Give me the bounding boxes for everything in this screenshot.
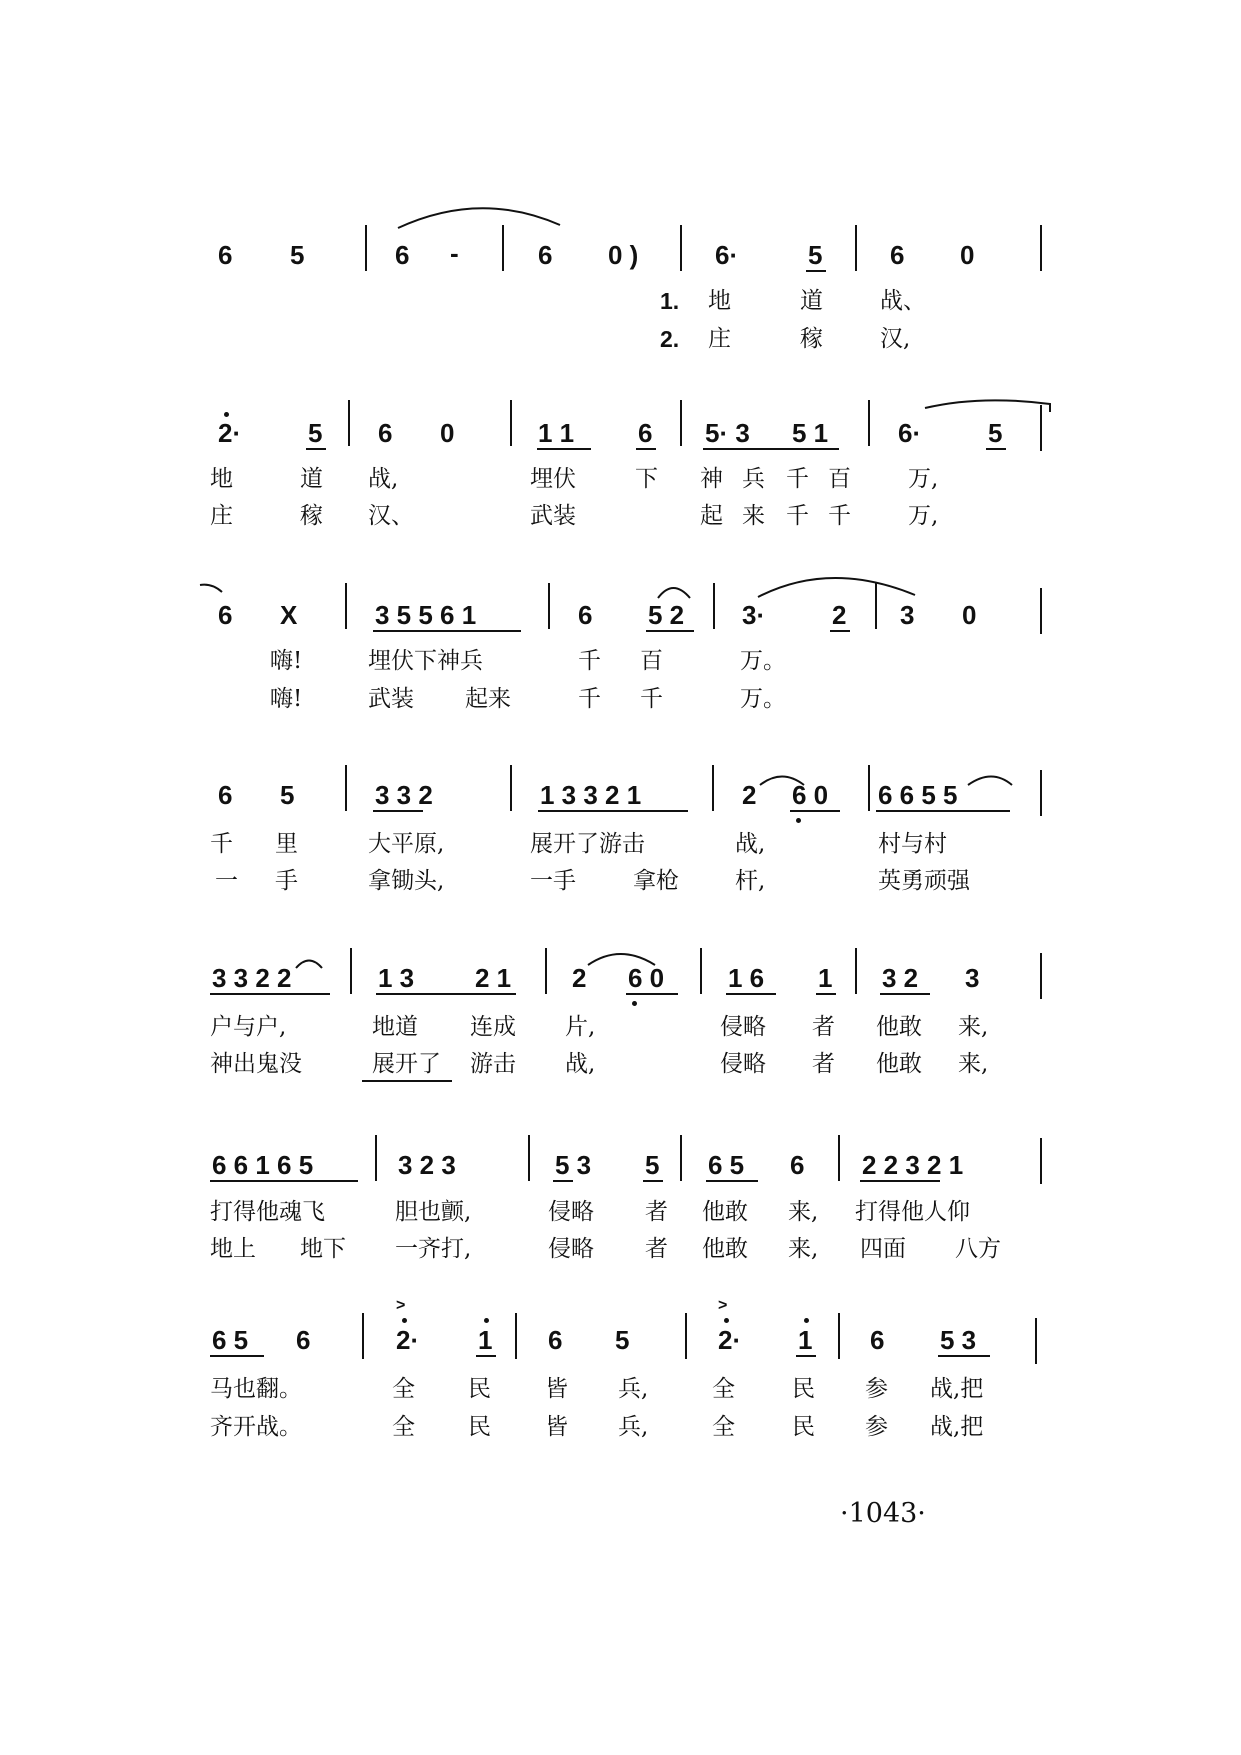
- note: 5· 3: [705, 418, 750, 448]
- lyric: 一: [215, 868, 238, 894]
- octave-dot: [632, 1001, 637, 1006]
- lyric: 侵略: [548, 1236, 594, 1262]
- note: X: [280, 600, 298, 630]
- underline: [210, 993, 330, 995]
- underline: [210, 1180, 358, 1182]
- lyric: 起来: [465, 686, 511, 712]
- lyric: 民: [468, 1414, 491, 1440]
- note: 3 5 5 6 1: [375, 600, 477, 630]
- note: 6: [218, 780, 233, 810]
- lyric: 战,: [735, 831, 766, 857]
- note: 2 2 3 2 1: [862, 1150, 964, 1180]
- lyric: 下: [635, 466, 658, 492]
- note: 3·: [742, 600, 766, 630]
- lyric: 侵略: [720, 1014, 766, 1040]
- lyric: 他敢: [702, 1236, 748, 1262]
- barline: [712, 765, 714, 811]
- note: 6·: [898, 418, 922, 448]
- octave-dot: [724, 1318, 729, 1323]
- barline: [1040, 588, 1042, 634]
- lyric: 齐开战。: [210, 1414, 302, 1440]
- underline: [376, 993, 516, 995]
- octave-dot: [796, 818, 801, 823]
- note: 1: [478, 1325, 493, 1355]
- lyric: 皆: [545, 1376, 568, 1402]
- lyric: 大平原,: [368, 831, 445, 857]
- lyric: 参: [865, 1376, 888, 1402]
- octave-dot: [224, 412, 229, 417]
- lyric: 战,把: [930, 1376, 984, 1402]
- note: 6: [218, 600, 233, 630]
- barline: [838, 1313, 840, 1359]
- lyric: 侵略: [720, 1051, 766, 1077]
- barline: [348, 400, 350, 446]
- barline: [1040, 770, 1042, 816]
- note: 0: [962, 600, 977, 630]
- barline: [855, 948, 857, 994]
- barline: [680, 225, 682, 271]
- lyric: 村与村: [878, 831, 947, 857]
- lyric: 地: [708, 288, 731, 314]
- lyric: 者: [812, 1051, 835, 1077]
- lyric: 千: [786, 503, 809, 529]
- note: 5: [808, 240, 823, 270]
- lyric: 全: [392, 1414, 415, 1440]
- lyric: 兵: [742, 466, 765, 492]
- note: 6 5: [212, 1325, 249, 1355]
- barline: [685, 1313, 687, 1359]
- lyric: 展开了游击: [530, 831, 645, 857]
- lyric: 马也翻。: [210, 1376, 302, 1402]
- lyric: 全: [392, 1376, 415, 1402]
- octave-dot: [402, 1318, 407, 1323]
- underline: [636, 448, 656, 450]
- lyric: 千: [640, 686, 663, 712]
- barline: [345, 765, 347, 811]
- note: 6: [870, 1325, 885, 1355]
- barline: [362, 1313, 364, 1359]
- lyric: 兵,: [618, 1376, 649, 1402]
- octave-dot: [804, 1318, 809, 1323]
- lyric: 千: [786, 466, 809, 492]
- note: 6: [296, 1325, 311, 1355]
- lyric: 展开了: [372, 1051, 441, 1077]
- note: 2: [572, 963, 587, 993]
- note: 2 1: [475, 963, 512, 993]
- note: 3: [965, 963, 980, 993]
- lyric: 道: [800, 288, 823, 314]
- note: 2·: [718, 1325, 742, 1355]
- lyric: 2.: [660, 326, 680, 352]
- barline: [365, 225, 367, 271]
- underline: [373, 810, 423, 812]
- note: 6: [790, 1150, 805, 1180]
- lyric: 道: [300, 466, 323, 492]
- lyric: 游击: [470, 1051, 516, 1077]
- note: 1 6: [728, 963, 765, 993]
- underline: [938, 1355, 990, 1357]
- underline: [876, 810, 1010, 812]
- barline: [528, 1135, 530, 1181]
- lyric: 庄: [708, 326, 731, 352]
- note: 2: [832, 600, 847, 630]
- barline: [350, 948, 352, 994]
- note: 6: [218, 240, 233, 270]
- lyric: 侵略: [548, 1199, 594, 1225]
- lyric: 参: [865, 1414, 888, 1440]
- note: 6: [578, 600, 593, 630]
- note: 5 3: [940, 1325, 977, 1355]
- barline: [515, 1313, 517, 1359]
- barline: [510, 400, 512, 446]
- underline: [703, 448, 839, 450]
- lyric: 战,: [565, 1051, 596, 1077]
- accent-mark: >: [718, 1297, 728, 1314]
- barline: [345, 583, 347, 629]
- note: 6 6 5 5: [878, 780, 958, 810]
- note: 3 2 3: [398, 1150, 456, 1180]
- note: 5: [645, 1150, 660, 1180]
- lyric: 连成: [470, 1014, 516, 1040]
- lyric: 地道: [372, 1014, 418, 1040]
- underline: [796, 1355, 816, 1357]
- underline: [816, 993, 836, 995]
- lyric: 百: [828, 466, 851, 492]
- lyric: 者: [812, 1014, 835, 1040]
- lyric: 战、: [880, 288, 926, 314]
- underline: [306, 448, 326, 450]
- barline: [680, 400, 682, 446]
- lyric: 万,: [908, 466, 939, 492]
- lyric: 来,: [958, 1014, 989, 1040]
- lyric: 杆,: [735, 868, 766, 894]
- barline: [700, 948, 702, 994]
- note: 0: [960, 240, 975, 270]
- lyric: 民: [792, 1414, 815, 1440]
- lyric: 打得他人仰: [855, 1199, 970, 1225]
- note: 6: [890, 240, 905, 270]
- lyric: 英勇顽强: [878, 868, 970, 894]
- barline: [713, 583, 715, 629]
- barline: [545, 948, 547, 994]
- underline: [553, 1180, 573, 1182]
- lyric: 拿锄头,: [368, 868, 445, 894]
- lyric: 稼: [800, 326, 823, 352]
- lyric: 千: [578, 686, 601, 712]
- lyric: 埋伏: [530, 466, 576, 492]
- lyric: 武装: [368, 686, 414, 712]
- note: 5 3: [555, 1150, 592, 1180]
- lyric: 来: [742, 503, 765, 529]
- note: 5: [308, 418, 323, 448]
- note: 6: [538, 240, 553, 270]
- lyric: 来,: [788, 1236, 819, 1262]
- barline: [868, 400, 870, 446]
- note: 3 3 2: [375, 780, 433, 810]
- note: 5: [290, 240, 305, 270]
- lyric: 千: [210, 831, 233, 857]
- note: 6: [548, 1325, 563, 1355]
- note: 1 3 3 2 1: [540, 780, 642, 810]
- underline: [538, 810, 688, 812]
- barline: [375, 1135, 377, 1181]
- lyric: 庄: [210, 503, 233, 529]
- lyric: 一齐打,: [395, 1236, 472, 1262]
- lyric: 全: [712, 1376, 735, 1402]
- barline: [1040, 225, 1042, 271]
- note: 6 6 1 6 5: [212, 1150, 314, 1180]
- lyric: 一手: [530, 868, 576, 894]
- lyric: 万。: [740, 648, 786, 674]
- note: 3 3 2 2: [212, 963, 292, 993]
- note: 2·: [396, 1325, 420, 1355]
- underline: [790, 810, 840, 812]
- underline: [706, 1180, 758, 1182]
- lyric: 四面: [860, 1236, 906, 1262]
- lyric: 他敢: [702, 1199, 748, 1225]
- lyric: 片,: [565, 1014, 596, 1040]
- underline: [880, 993, 930, 995]
- page-number: ·1043·: [840, 1498, 926, 1529]
- note: 5: [988, 418, 1003, 448]
- note: 6·: [715, 240, 739, 270]
- note: 3 2: [882, 963, 919, 993]
- lyric: 汉、: [368, 503, 414, 529]
- lyric: 手: [275, 868, 298, 894]
- lyric: 万,: [908, 503, 939, 529]
- lyric: 民: [792, 1376, 815, 1402]
- lyric: 战,: [368, 466, 399, 492]
- barline: [1040, 1138, 1042, 1184]
- lyric: 打得他魂飞: [210, 1199, 325, 1225]
- note: 6 5: [708, 1150, 745, 1180]
- lyric: 神出鬼没: [210, 1051, 302, 1077]
- note: 2·: [218, 418, 242, 448]
- lyric: 来,: [958, 1051, 989, 1077]
- lyric: 民: [468, 1376, 491, 1402]
- lyric: 地: [210, 466, 233, 492]
- underline: [210, 1355, 264, 1357]
- underline: [986, 448, 1006, 450]
- barline: [855, 225, 857, 271]
- underline: [830, 630, 850, 632]
- note: 5: [280, 780, 295, 810]
- lyric: 兵,: [618, 1414, 649, 1440]
- note: 6: [395, 240, 410, 270]
- lyric: 战,把: [930, 1414, 984, 1440]
- underline: [806, 270, 826, 272]
- octave-dot: [484, 1318, 489, 1323]
- underline: [860, 1180, 940, 1182]
- accent-mark: >: [396, 1297, 406, 1314]
- lyric: 来,: [788, 1199, 819, 1225]
- barline: [1040, 953, 1042, 999]
- lyric: 武装: [530, 503, 576, 529]
- lyric: 神: [700, 466, 723, 492]
- note: 0: [440, 418, 455, 448]
- note: 6 0: [628, 963, 665, 993]
- underline: [626, 993, 678, 995]
- lyric: 1.: [660, 288, 680, 314]
- note: 1 1: [538, 418, 575, 448]
- note: 1: [818, 963, 833, 993]
- barline: [680, 1135, 682, 1181]
- lyric: 汉,: [880, 326, 911, 352]
- note: 3: [900, 600, 915, 630]
- barline: [502, 225, 504, 271]
- note: 6: [638, 418, 653, 448]
- lyric: 嗨!: [270, 686, 303, 712]
- lyric: 他敢: [876, 1014, 922, 1040]
- underline: [362, 1080, 452, 1082]
- underline: [537, 448, 591, 450]
- lyric: 万。: [740, 686, 786, 712]
- lyric: 埋伏下神兵: [368, 648, 483, 674]
- lyric: 全: [712, 1414, 735, 1440]
- underline: [476, 1355, 496, 1357]
- underline: [643, 1180, 663, 1182]
- lyric: 他敢: [876, 1051, 922, 1077]
- barline: [875, 583, 877, 629]
- underline: [726, 993, 776, 995]
- note: 1: [798, 1325, 813, 1355]
- lyric: 地上: [210, 1236, 256, 1262]
- lyric: 嗨!: [270, 648, 303, 674]
- note: 6: [378, 418, 393, 448]
- note: -: [450, 238, 459, 268]
- lyric: 皆: [545, 1414, 568, 1440]
- barline: [510, 765, 512, 811]
- underline: [373, 630, 521, 632]
- barline: [838, 1135, 840, 1181]
- lyric: 者: [645, 1199, 668, 1225]
- lyric: 者: [645, 1236, 668, 1262]
- lyric: 里: [275, 831, 298, 857]
- lyric: 地下: [300, 1236, 346, 1262]
- barline: [1035, 1318, 1037, 1364]
- lyric: 起: [700, 503, 723, 529]
- underline: [646, 630, 694, 632]
- lyric: 拿枪: [633, 868, 679, 894]
- lyric: 百: [640, 648, 663, 674]
- barline: [548, 583, 550, 629]
- note: 5 2: [648, 600, 685, 630]
- lyric: 八方: [955, 1236, 1001, 1262]
- lyric: 千: [578, 648, 601, 674]
- note: 0 ): [608, 240, 639, 270]
- note: 5: [615, 1325, 630, 1355]
- barline: [1040, 405, 1042, 451]
- note: 2: [742, 780, 757, 810]
- note: 5 1: [792, 418, 829, 448]
- lyric: 户与户,: [210, 1014, 287, 1040]
- lyric: 千: [828, 503, 851, 529]
- barline: [868, 765, 870, 811]
- note: 1 3: [378, 963, 415, 993]
- lyric: 胆也颤,: [395, 1199, 472, 1225]
- note: 6 0: [792, 780, 829, 810]
- lyric: 稼: [300, 503, 323, 529]
